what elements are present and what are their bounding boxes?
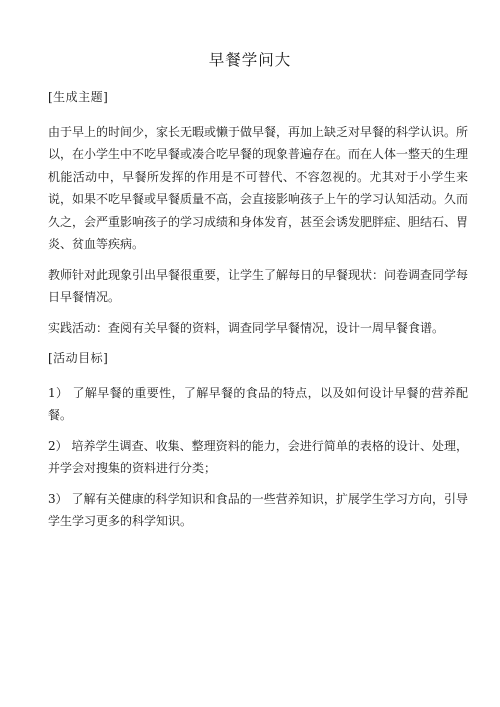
section-heading-goals: [活动目标] bbox=[48, 351, 109, 365]
document-body bbox=[48, 86, 468, 533]
goal-item-3: 3） 了解有关健康的科学知识和食品的一些营养知识，扩展学生学习方向，引导学生学习更多的科学知识。 bbox=[48, 491, 468, 528]
goal-item-1: 1） 了解早餐的重要性，了解早餐的食品的特点，以及如何设计早餐的营养配餐。 bbox=[48, 385, 468, 422]
document-title: 早餐学问大 bbox=[208, 51, 292, 69]
paragraph-practice-activity: 实践活动：查阅有关早餐的资料，调查同学早餐情况，设计一周早餐食谱。 bbox=[48, 320, 445, 335]
section-heading-theme: [生成主题] bbox=[48, 90, 109, 104]
paragraph-teacher-intro: 教师针对此现象引出早餐很重要，让学生了解每日的早餐现状：问卷调查同学每日早餐情况。 bbox=[48, 267, 469, 304]
goal-item-2: 2） 培养学生调查、收集、整理资料的能力，会进行简单的表格的设计、处理，并学会对搜集的资料进行分类； bbox=[48, 438, 468, 475]
paragraph-background: 由于早上的时间少，家长无暇或懒于做早餐，再加上缺乏对早餐的科学认识。所以，在小学生中不吃早餐或凑合吃早餐的现象普遍存在。而在人体一整天的生理机能活动中，早餐所发挥的作用是不可替代、不容忽视的。尤其对于小学生来说，如果不吃早餐或早餐质量不高，会直接影响孩子上午的学习认知活动。久而久之，会严重影响孩子的学习成绩和身体发育，甚至会诱发肥胖症、胆结石、胃炎、贫血等疾病。 bbox=[48, 124, 469, 251]
